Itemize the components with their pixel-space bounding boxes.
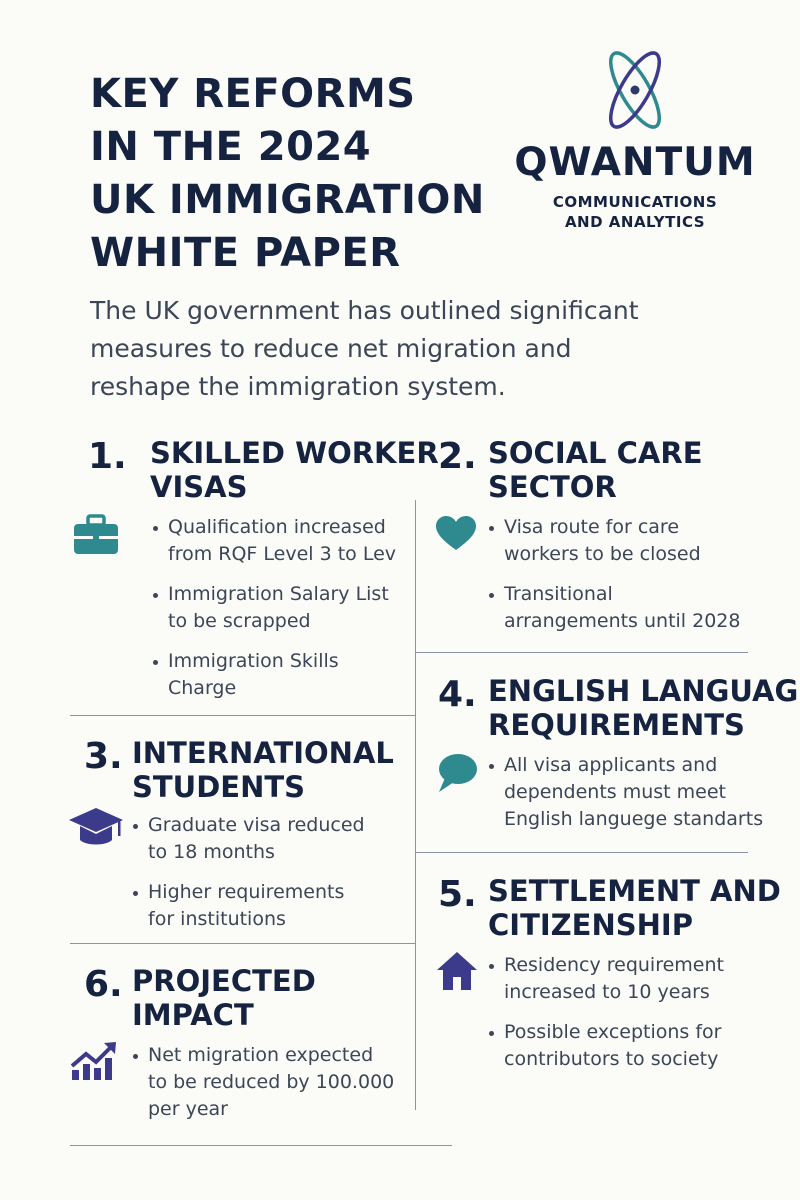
- page-title: [90, 68, 485, 280]
- section-heading-line: SECTOR: [488, 470, 617, 504]
- section-heading-line: SETTLEMENT AND: [488, 874, 781, 908]
- title-line: UK IMMIGRATION: [90, 177, 485, 223]
- house-icon: [436, 950, 478, 992]
- section-number: 6.: [84, 964, 123, 1005]
- list-item: Qualification increased from RQF Level 3 to Lev: [152, 514, 396, 568]
- section-heading-line: SKILLED WORKER: [150, 436, 439, 470]
- bullet-list: [152, 514, 396, 715]
- section-heading-line: ENGLISH LANGUAG: [488, 674, 799, 708]
- section-divider: [415, 652, 748, 653]
- section-heading-line: PROJECTED: [132, 964, 316, 998]
- briefcase-icon: [72, 514, 120, 556]
- list-item: Net migration expected to be reduced by 100.000 per year: [132, 1042, 394, 1123]
- section-heading: [132, 964, 316, 1032]
- bullet-list: [132, 1042, 394, 1136]
- section-number: 2.: [438, 436, 477, 477]
- heart-icon: [436, 516, 476, 552]
- list-item: Immigration Skills Charge: [152, 648, 396, 702]
- list-item: Residency requirement increased to 10 years: [488, 952, 724, 1006]
- intro-line: reshape the immigration system.: [90, 372, 506, 401]
- list-item: Graduate visa reduced to 18 months: [132, 812, 365, 866]
- bullet-list: [488, 952, 724, 1086]
- bullet-list: [488, 514, 740, 648]
- list-item: Transitional arrangements until 2028: [488, 581, 740, 635]
- list-item: All visa applicants and dependents must meet English languege standarts: [488, 752, 763, 833]
- title-line: KEY REFORMS: [90, 71, 416, 117]
- list-item: Immigration Salary List to be scrapped: [152, 581, 396, 635]
- section-heading-line: INTERNATIONAL: [132, 736, 394, 770]
- section-heading-line: REQUIREMENTS: [488, 708, 745, 742]
- section-divider: [70, 1145, 452, 1146]
- brand-subtitle-line: COMMUNICATIONS: [552, 193, 718, 211]
- trend-up-icon: [70, 1040, 118, 1082]
- title-line: WHITE PAPER: [90, 230, 401, 276]
- intro-paragraph: [90, 292, 710, 406]
- speech-bubble-icon: [436, 752, 478, 794]
- brand-logo: [505, 40, 765, 240]
- intro-line: The UK government has outlined significant: [90, 296, 639, 325]
- section-heading-line: VISAS: [150, 470, 248, 504]
- brand-subtitle: [505, 192, 765, 232]
- section-heading-line: CITIZENSHIP: [488, 908, 693, 942]
- section-heading: [150, 436, 439, 504]
- section-heading-line: SOCIAL CARE: [488, 436, 703, 470]
- section-number: 5.: [438, 874, 477, 915]
- bullet-list: [132, 812, 365, 946]
- list-item: Higher requirements for institutions: [132, 879, 365, 933]
- section-number: 3.: [84, 736, 123, 777]
- list-item: Visa route for care workers to be closed: [488, 514, 740, 568]
- list-item: Possible exceptions for contributors to society: [488, 1019, 724, 1073]
- section-number: 4.: [438, 674, 477, 715]
- section-divider: [415, 852, 748, 853]
- section-heading: [488, 874, 781, 942]
- section-heading-line: IMPACT: [132, 998, 254, 1032]
- section-number: 1.: [88, 436, 127, 477]
- section-divider: [70, 715, 415, 716]
- section-heading: [132, 736, 394, 804]
- column-divider: [415, 500, 416, 1110]
- atom-icon: [590, 40, 680, 135]
- section-heading: [488, 436, 703, 504]
- graduation-cap-icon: [68, 806, 124, 850]
- brand-name: QWANTUM: [514, 140, 756, 185]
- bullet-list: [488, 752, 763, 846]
- section-heading: [488, 674, 798, 742]
- brand-subtitle-line: AND ANALYTICS: [564, 213, 706, 231]
- intro-line: measures to reduce net migration and: [90, 334, 572, 363]
- title-line: IN THE 2024: [90, 124, 372, 170]
- section-heading-line: STUDENTS: [132, 770, 306, 804]
